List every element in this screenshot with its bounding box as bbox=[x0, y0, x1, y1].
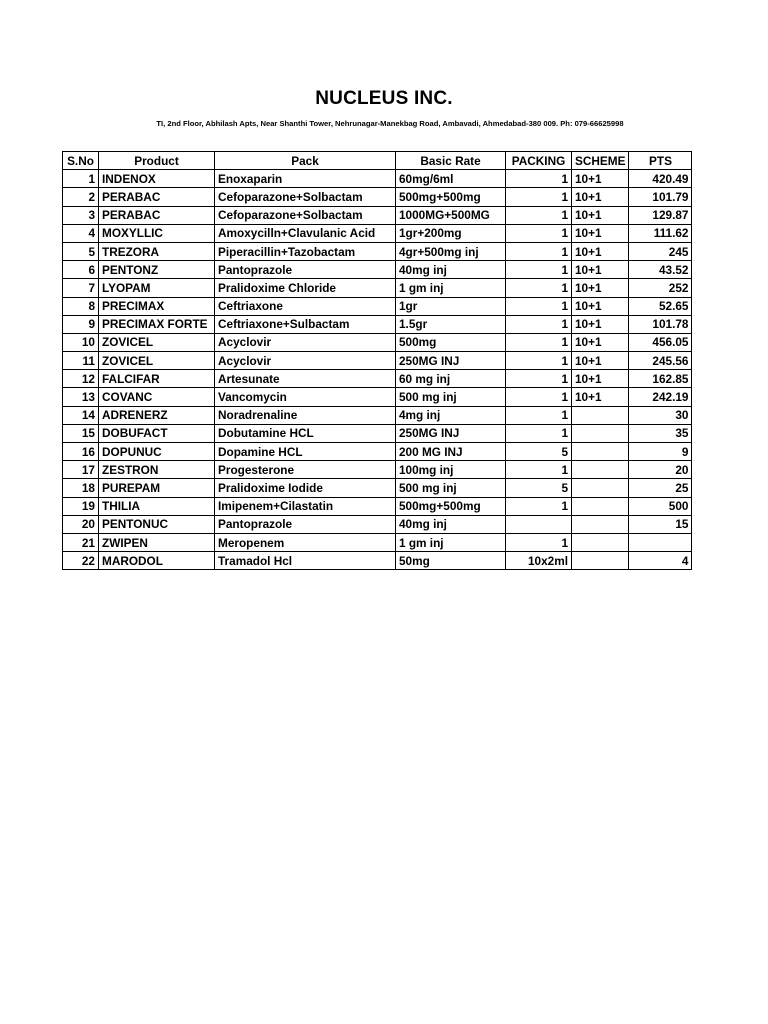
cell-pack: Dobutamine HCL bbox=[215, 424, 396, 442]
cell-packing: 1 bbox=[506, 424, 572, 442]
cell-sno: 3 bbox=[63, 206, 99, 224]
cell-sno: 21 bbox=[63, 533, 99, 551]
cell-sno: 22 bbox=[63, 552, 99, 570]
cell-pack: Cefoparazone+Solbactam bbox=[215, 188, 396, 206]
cell-product: THILIA bbox=[99, 497, 215, 515]
cell-pts: 420.49 bbox=[629, 170, 692, 188]
cell-pts: 25 bbox=[629, 479, 692, 497]
cell-scheme: 10+1 bbox=[572, 297, 629, 315]
cell-pts: 456.05 bbox=[629, 333, 692, 351]
table-row bbox=[63, 333, 692, 351]
cell-scheme: 10+1 bbox=[572, 279, 629, 297]
cell-scheme bbox=[572, 461, 629, 479]
company-name: NUCLEUS INC. bbox=[315, 88, 453, 109]
cell-scheme: 10+1 bbox=[572, 242, 629, 260]
header-pts: PTS bbox=[629, 152, 692, 170]
cell-scheme bbox=[572, 497, 629, 515]
cell-packing: 1 bbox=[506, 242, 572, 260]
cell-packing: 1 bbox=[506, 533, 572, 551]
cell-basic-rate: 500 mg inj bbox=[396, 388, 506, 406]
cell-basic-rate: 250MG INJ bbox=[396, 424, 506, 442]
cell-scheme bbox=[572, 443, 629, 461]
cell-product: PERABAC bbox=[99, 206, 215, 224]
cell-pts: 15 bbox=[629, 515, 692, 533]
cell-scheme bbox=[572, 479, 629, 497]
cell-pack: Noradrenaline bbox=[215, 406, 396, 424]
header-basic-rate: Basic Rate bbox=[396, 152, 506, 170]
cell-pack: Progesterone bbox=[215, 461, 396, 479]
cell-pack: Pantoprazole bbox=[215, 261, 396, 279]
cell-pts: 162.85 bbox=[629, 370, 692, 388]
cell-packing: 5 bbox=[506, 479, 572, 497]
header-scheme: SCHEME bbox=[572, 152, 629, 170]
cell-sno: 18 bbox=[63, 479, 99, 497]
cell-basic-rate: 1gr bbox=[396, 297, 506, 315]
cell-sno: 16 bbox=[63, 443, 99, 461]
cell-packing: 10x2ml bbox=[506, 552, 572, 570]
cell-packing: 1 bbox=[506, 224, 572, 242]
cell-sno: 8 bbox=[63, 297, 99, 315]
cell-pts: 35 bbox=[629, 424, 692, 442]
table-row bbox=[63, 315, 692, 333]
cell-pts: 4 bbox=[629, 552, 692, 570]
cell-sno: 17 bbox=[63, 461, 99, 479]
cell-basic-rate: 4gr+500mg inj bbox=[396, 242, 506, 260]
table-row bbox=[63, 352, 692, 370]
cell-sno: 15 bbox=[63, 424, 99, 442]
cell-basic-rate: 4mg inj bbox=[396, 406, 506, 424]
cell-packing: 1 bbox=[506, 406, 572, 424]
cell-product: MOXYLLIC bbox=[99, 224, 215, 242]
cell-sno: 4 bbox=[63, 224, 99, 242]
cell-basic-rate: 40mg inj bbox=[396, 515, 506, 533]
cell-product: INDENOX bbox=[99, 170, 215, 188]
cell-pack: Acyclovir bbox=[215, 352, 396, 370]
cell-sno: 20 bbox=[63, 515, 99, 533]
header-product: Product bbox=[99, 152, 215, 170]
cell-pack: Cefoparazone+Solbactam bbox=[215, 206, 396, 224]
cell-pack: Dopamine HCL bbox=[215, 443, 396, 461]
cell-pts: 101.79 bbox=[629, 188, 692, 206]
cell-sno: 19 bbox=[63, 497, 99, 515]
table-row bbox=[63, 370, 692, 388]
cell-sno: 2 bbox=[63, 188, 99, 206]
cell-scheme bbox=[572, 552, 629, 570]
cell-pack: Enoxaparin bbox=[215, 170, 396, 188]
table-row bbox=[63, 279, 692, 297]
table-row bbox=[63, 206, 692, 224]
cell-pts: 252 bbox=[629, 279, 692, 297]
table-row bbox=[63, 443, 692, 461]
cell-basic-rate: 100mg inj bbox=[396, 461, 506, 479]
table-row bbox=[63, 479, 692, 497]
cell-pts: 242.19 bbox=[629, 388, 692, 406]
table-row bbox=[63, 406, 692, 424]
cell-basic-rate: 60mg/6ml bbox=[396, 170, 506, 188]
cell-basic-rate: 1.5gr bbox=[396, 315, 506, 333]
cell-pts: 9 bbox=[629, 443, 692, 461]
cell-basic-rate: 500mg+500mg bbox=[396, 497, 506, 515]
cell-sno: 11 bbox=[63, 352, 99, 370]
cell-pack: Vancomycin bbox=[215, 388, 396, 406]
cell-scheme: 10+1 bbox=[572, 352, 629, 370]
cell-packing: 1 bbox=[506, 206, 572, 224]
cell-pack: Pralidoxime Chloride bbox=[215, 279, 396, 297]
cell-pts bbox=[629, 533, 692, 551]
cell-product: PERABAC bbox=[99, 188, 215, 206]
table-row bbox=[63, 533, 692, 551]
table-header-row bbox=[63, 152, 692, 170]
cell-product: PRECIMAX bbox=[99, 297, 215, 315]
cell-packing: 1 bbox=[506, 315, 572, 333]
cell-packing: 1 bbox=[506, 497, 572, 515]
header-packing: PACKING bbox=[506, 152, 572, 170]
price-list-table bbox=[62, 151, 692, 570]
cell-basic-rate: 1 gm inj bbox=[396, 533, 506, 551]
cell-scheme: 10+1 bbox=[572, 388, 629, 406]
cell-scheme bbox=[572, 533, 629, 551]
cell-pack: Amoxycilln+Clavulanic Acid bbox=[215, 224, 396, 242]
cell-basic-rate: 250MG INJ bbox=[396, 352, 506, 370]
table-row bbox=[63, 515, 692, 533]
cell-scheme: 10+1 bbox=[572, 333, 629, 351]
cell-sno: 1 bbox=[63, 170, 99, 188]
cell-packing: 1 bbox=[506, 352, 572, 370]
cell-packing: 1 bbox=[506, 170, 572, 188]
cell-product: LYOPAM bbox=[99, 279, 215, 297]
cell-pts: 52.65 bbox=[629, 297, 692, 315]
cell-basic-rate: 500mg+500mg bbox=[396, 188, 506, 206]
cell-product: TREZORA bbox=[99, 242, 215, 260]
cell-packing: 1 bbox=[506, 261, 572, 279]
table-row bbox=[63, 497, 692, 515]
cell-sno: 10 bbox=[63, 333, 99, 351]
table-row bbox=[63, 424, 692, 442]
cell-packing: 1 bbox=[506, 370, 572, 388]
cell-pts: 500 bbox=[629, 497, 692, 515]
cell-scheme: 10+1 bbox=[572, 370, 629, 388]
cell-product: DOPUNUC bbox=[99, 443, 215, 461]
cell-scheme: 10+1 bbox=[572, 261, 629, 279]
cell-basic-rate: 500 mg inj bbox=[396, 479, 506, 497]
cell-pts: 101.78 bbox=[629, 315, 692, 333]
cell-packing: 1 bbox=[506, 333, 572, 351]
cell-sno: 13 bbox=[63, 388, 99, 406]
cell-scheme bbox=[572, 515, 629, 533]
header-pack: Pack bbox=[215, 152, 396, 170]
cell-product: DOBUFACT bbox=[99, 424, 215, 442]
cell-packing: 1 bbox=[506, 279, 572, 297]
cell-sno: 7 bbox=[63, 279, 99, 297]
cell-sno: 5 bbox=[63, 242, 99, 260]
cell-packing: 1 bbox=[506, 461, 572, 479]
table-row bbox=[63, 297, 692, 315]
cell-scheme bbox=[572, 424, 629, 442]
cell-product: PENTONUC bbox=[99, 515, 215, 533]
cell-product: ZOVICEL bbox=[99, 333, 215, 351]
cell-packing: 1 bbox=[506, 388, 572, 406]
table-row bbox=[63, 170, 692, 188]
table-row bbox=[63, 461, 692, 479]
cell-scheme: 10+1 bbox=[572, 315, 629, 333]
cell-scheme: 10+1 bbox=[572, 224, 629, 242]
cell-pack: Meropenem bbox=[215, 533, 396, 551]
cell-packing bbox=[506, 515, 572, 533]
cell-basic-rate: 1000MG+500MG bbox=[396, 206, 506, 224]
cell-product: ZESTRON bbox=[99, 461, 215, 479]
table-row bbox=[63, 242, 692, 260]
cell-product: FALCIFAR bbox=[99, 370, 215, 388]
cell-basic-rate: 60 mg inj bbox=[396, 370, 506, 388]
table-row bbox=[63, 188, 692, 206]
cell-pack: Acyclovir bbox=[215, 333, 396, 351]
cell-scheme: 10+1 bbox=[572, 188, 629, 206]
cell-pack: Tramadol Hcl bbox=[215, 552, 396, 570]
cell-product: ZOVICEL bbox=[99, 352, 215, 370]
cell-basic-rate: 500mg bbox=[396, 333, 506, 351]
cell-basic-rate: 40mg inj bbox=[396, 261, 506, 279]
cell-pack: Ceftriaxone+Sulbactam bbox=[215, 315, 396, 333]
cell-pts: 43.52 bbox=[629, 261, 692, 279]
cell-product: PRECIMAX FORTE bbox=[99, 315, 215, 333]
cell-pack: Pralidoxime Iodide bbox=[215, 479, 396, 497]
cell-packing: 1 bbox=[506, 188, 572, 206]
cell-sno: 14 bbox=[63, 406, 99, 424]
cell-packing: 5 bbox=[506, 443, 572, 461]
cell-product: COVANC bbox=[99, 388, 215, 406]
cell-pack: Piperacillin+Tazobactam bbox=[215, 242, 396, 260]
cell-product: PUREPAM bbox=[99, 479, 215, 497]
cell-basic-rate: 50mg bbox=[396, 552, 506, 570]
cell-pack: Artesunate bbox=[215, 370, 396, 388]
cell-basic-rate: 1gr+200mg bbox=[396, 224, 506, 242]
table-row bbox=[63, 224, 692, 242]
table-row bbox=[63, 388, 692, 406]
cell-pack: Ceftriaxone bbox=[215, 297, 396, 315]
cell-product: MARODOL bbox=[99, 552, 215, 570]
cell-sno: 12 bbox=[63, 370, 99, 388]
cell-product: PENTONZ bbox=[99, 261, 215, 279]
cell-basic-rate: 1 gm inj bbox=[396, 279, 506, 297]
cell-sno: 9 bbox=[63, 315, 99, 333]
cell-product: ZWIPEN bbox=[99, 533, 215, 551]
cell-pts: 30 bbox=[629, 406, 692, 424]
cell-pts: 245.56 bbox=[629, 352, 692, 370]
header-sno: S.No bbox=[63, 152, 99, 170]
cell-pack: Pantoprazole bbox=[215, 515, 396, 533]
table-row bbox=[63, 552, 692, 570]
cell-scheme: 10+1 bbox=[572, 206, 629, 224]
cell-product: ADRENERZ bbox=[99, 406, 215, 424]
cell-scheme: 10+1 bbox=[572, 170, 629, 188]
cell-pts: 245 bbox=[629, 242, 692, 260]
cell-pts: 129.87 bbox=[629, 206, 692, 224]
cell-pts: 20 bbox=[629, 461, 692, 479]
company-address: TI, 2nd Floor, Abhilash Apts, Near Shanthi Tower, Nehrunagar-Manekbag Road, Ambavadi, Ahmedabad-380 009. Ph: 079-66625998 bbox=[156, 119, 624, 128]
cell-scheme bbox=[572, 406, 629, 424]
cell-sno: 6 bbox=[63, 261, 99, 279]
cell-pack: Imipenem+Cilastatin bbox=[215, 497, 396, 515]
cell-basic-rate: 200 MG INJ bbox=[396, 443, 506, 461]
cell-packing: 1 bbox=[506, 297, 572, 315]
table-row bbox=[63, 261, 692, 279]
cell-pts: 111.62 bbox=[629, 224, 692, 242]
